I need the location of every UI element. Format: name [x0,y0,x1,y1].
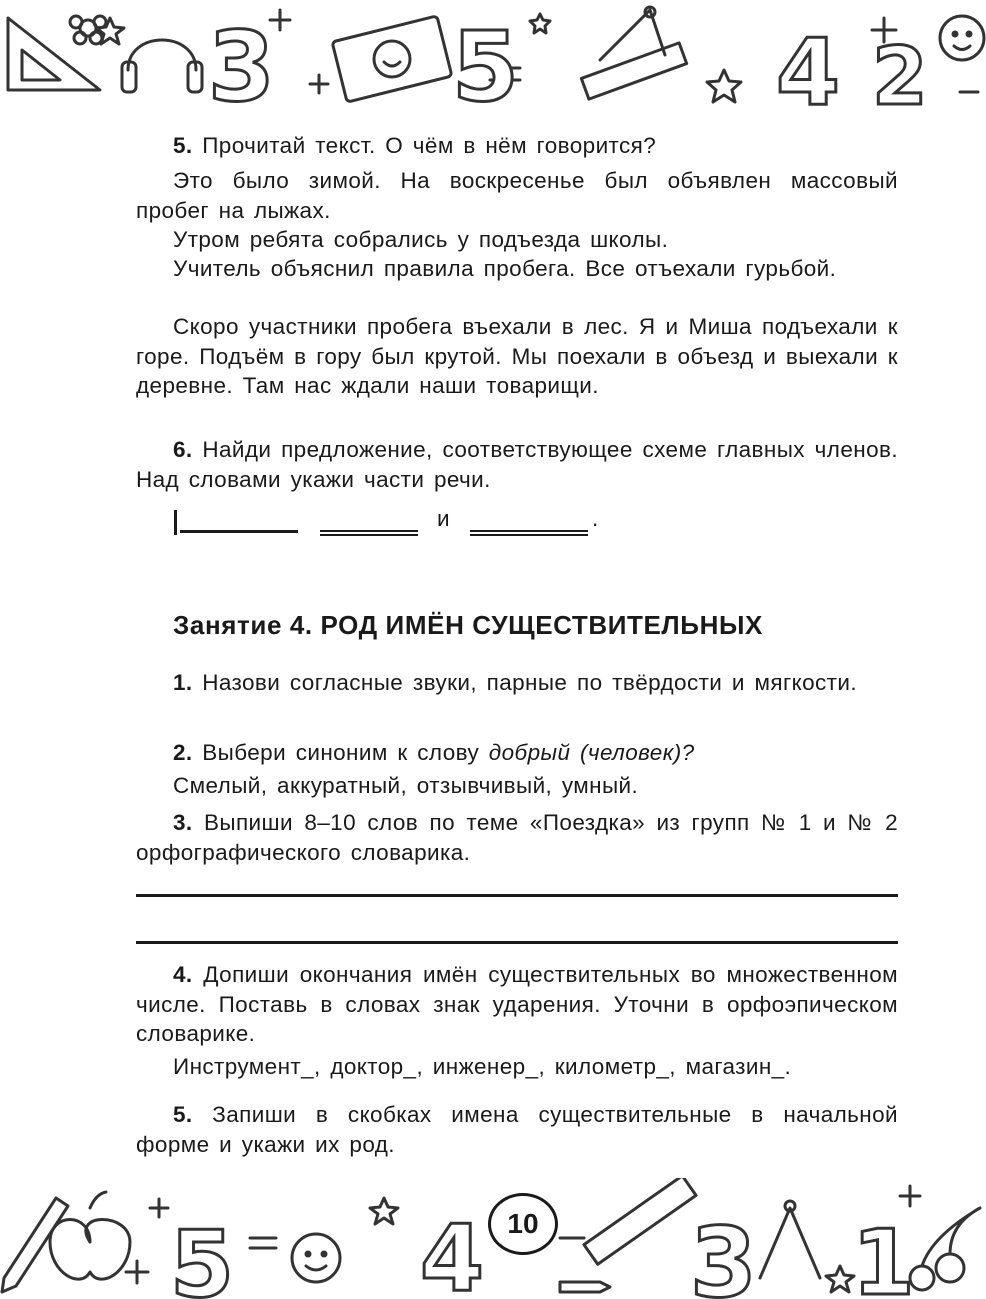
task-number: 2. [173,740,193,765]
task-text: Выпиши 8–10 слов по теме «Поездка» из групп № 1 и № 2 орфографического словарика. [136,810,898,865]
lesson-title: Занятие 4. РОД ИМЁН СУЩЕСТВИТЕЛЬНЫХ [173,610,763,640]
lesson-task4 [136,960,898,1049]
digit-5: 5 [452,11,519,112]
task-number: 3. [173,810,193,835]
task5-prompt [136,131,898,161]
digit-5: 5 [170,1211,235,1299]
task6-prompt [136,435,898,494]
scheme-period: . [592,506,599,531]
words-to-complete: Инструмент_, доктор_, инженер_, километр_, магазин_. [173,1054,792,1079]
lesson-task5 [136,1100,898,1159]
page-number-badge [488,1193,558,1255]
predicate-line [470,534,588,536]
predicate-line [320,530,418,532]
sentence-start-mark [174,510,177,535]
digit-4: 4 [776,19,841,112]
task-text: Допиши окончания имён существительных во множественном числе. Поставь в словах знак ударения. Уточни в орфоэпическом словарике. [136,962,898,1046]
text-paragraph: Это было зимой. На воскресенье был объявлен массовый пробег на лыжах. [136,168,898,223]
target-word: добрый (человек)? [488,740,695,765]
digit-4: 4 [420,1205,485,1299]
digit-3: 3 [690,1207,757,1299]
predicate-line [320,534,418,536]
top-decorative-border [0,0,986,112]
digit-3: 3 [208,11,275,112]
digit-1: 1 [852,1211,915,1299]
text-paragraph: Учитель объяснил правила пробега. Все отъехали гурьбой. [173,256,837,281]
text-paragraph: Скоро участники пробега въехали в лес. Я и Миша подъехали к горе. Подъём в гору был крутой. Мы поехали в объезд и выехали к деревне. Там нас ждали наши товарищи. [136,314,898,398]
sentence-scheme [174,506,634,540]
answer-line[interactable] [136,941,898,944]
digit-2: 2 [872,30,928,112]
page-number: 10 [507,1208,539,1239]
synonym-options: Смелый, аккуратный, отзывчивый, умный. [173,773,639,798]
task-text: Выбери синоним к слову [202,740,480,765]
text-paragraph: Утром ребята собрались у подъезда школы. [173,227,669,252]
task-text: Прочитай текст. О чём в нём говорится? [202,133,657,158]
predicate-line [470,530,588,532]
task-text: Найди предложение, соответствующее схеме главных членов. Над словами укажи части речи. [136,437,898,492]
task-number: 6. [173,437,193,462]
task-text: Назови согласные звуки, парные по твёрдости и мягкости. [202,670,857,695]
doodle-pattern-top [0,0,986,112]
task-text: Запиши в скобках имена существительные в начальной форме и укажи их род. [136,1102,898,1157]
task-number: 1. [173,670,193,695]
lesson-task3 [136,808,898,867]
task-number: 4. [173,962,193,987]
subject-line [180,530,298,533]
answer-line[interactable] [136,894,898,897]
lesson-task2 [136,738,898,768]
lesson-task1 [136,668,898,698]
conjunction-label: и [437,506,450,531]
task-number: 5. [173,1102,193,1127]
task-number: 5. [173,133,193,158]
